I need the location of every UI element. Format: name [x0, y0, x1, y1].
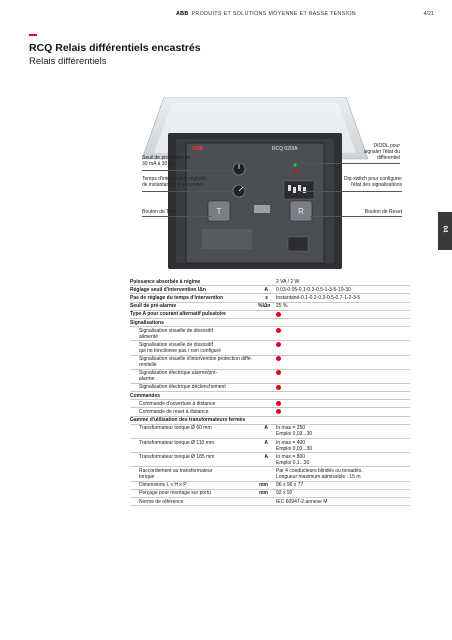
- spec-table: [130, 278, 410, 506]
- spec-row: [130, 286, 410, 294]
- spec-row: [130, 311, 410, 319]
- label-plate: [254, 205, 270, 213]
- power-led: [293, 163, 296, 166]
- feature-dot-icon: [276, 370, 281, 375]
- spec-unit: [258, 341, 272, 354]
- spec-value: 25 %: [276, 303, 288, 310]
- svg-text:T: T: [216, 207, 222, 216]
- spec-value: [272, 311, 410, 318]
- spec-label: Gamme d'utilisation des transformateurs fermés: [130, 417, 246, 424]
- device-brand: ABB: [192, 146, 203, 152]
- spec-unit: [258, 356, 272, 369]
- spec-label: Raccordement au transformateur torique: [139, 467, 213, 480]
- spec-label: Signalisation électrique déclenchement: [139, 384, 226, 391]
- spec-label: Perçage pour montage sur portu: [139, 490, 211, 497]
- spec-row: [130, 498, 410, 506]
- spec-row: [130, 356, 410, 370]
- spec-unit: %IΔn: [258, 303, 271, 310]
- spec-row: [130, 453, 410, 467]
- spec-value: 92 x 92: [276, 490, 293, 497]
- spec-value: 96 x 96 x 77: [276, 482, 304, 489]
- spec-row: [130, 327, 410, 341]
- spec-row: [130, 439, 410, 453]
- callout-dil: DIODL pour signaler l'état du différentiel: [363, 143, 400, 161]
- spec-value: IEC 60947-2 annexe M: [276, 498, 328, 505]
- spec-label: Norme de référence: [139, 498, 184, 505]
- spec-label: Signalisation visuelle de dissositif alimenté: [139, 327, 213, 340]
- spec-unit: s: [265, 294, 268, 301]
- spec-label: Signalisation visuelle de dissositif qui ne fonctionne pas / non configuré: [139, 341, 222, 354]
- spec-unit: [258, 392, 272, 399]
- spec-value: [272, 392, 410, 399]
- spec-unit: A: [264, 425, 268, 432]
- section-tab-label: 04: [441, 225, 448, 233]
- spec-value: [272, 319, 410, 326]
- spec-row: [130, 425, 410, 439]
- spec-unit: A: [264, 286, 268, 293]
- spec-value: In max = 400 Emploi 0,03...30: [276, 439, 313, 452]
- spec-label: Dimensions L x H x P: [139, 482, 187, 489]
- spec-value: [272, 327, 410, 340]
- spec-label: Seuil de pré-alarme: [130, 303, 177, 310]
- feature-dot-icon: [276, 328, 281, 333]
- leader-line: [142, 191, 234, 192]
- spec-row: [130, 417, 410, 425]
- feature-dot-icon: [276, 409, 281, 414]
- spec-value: [272, 417, 410, 424]
- spec-value: In max = 250 Emploi 0,03...30: [276, 425, 313, 438]
- spec-label: Transformateur torique Ø 60 mm: [139, 425, 212, 432]
- spec-value: [272, 408, 410, 415]
- spec-row: [130, 341, 410, 355]
- spec-unit: [258, 319, 272, 326]
- spec-label: Transformateur torique Ø 110 mm: [139, 439, 215, 446]
- spec-unit: [258, 370, 272, 383]
- spec-unit: A: [264, 439, 268, 446]
- spec-unit: [258, 467, 272, 480]
- leader-line: [300, 163, 400, 164]
- svg-text:R: R: [298, 207, 304, 216]
- page-title: RCQ Relais différentiels encastrés: [29, 42, 201, 54]
- spec-unit: [258, 327, 272, 340]
- spec-unit: mm: [259, 482, 268, 489]
- spec-row: [130, 400, 410, 408]
- spec-row: [130, 384, 410, 392]
- spec-unit: [258, 278, 272, 285]
- spec-value: [272, 356, 410, 369]
- spec-label: Commande d'ouverture à distance: [139, 400, 216, 407]
- spec-unit: [258, 408, 272, 415]
- feature-dot-icon: [276, 401, 281, 406]
- callout-reset: Bouton de Reset: [364, 209, 402, 215]
- spec-label: Type A pour courant alternatif pulsatoire: [130, 311, 226, 318]
- spec-value: [272, 370, 410, 383]
- page-number: 4/21: [423, 11, 434, 17]
- spec-value: [272, 384, 410, 391]
- spec-value: 2 VA / 2 W: [276, 278, 300, 285]
- section-tab: [438, 212, 452, 250]
- header-title-text: PRODUITS ET SOLUTIONS MOYENNE ET BASSE TENSION: [191, 11, 356, 17]
- spec-label: Réglage seuil d'intervention IΔn: [130, 286, 206, 293]
- spec-row: [130, 482, 410, 490]
- product-label: [202, 229, 252, 249]
- spec-value: In max = 800 Emploi 0,1...30: [276, 453, 310, 466]
- feature-dot-icon: [276, 356, 281, 361]
- spec-unit: [258, 384, 272, 391]
- spec-unit: [258, 417, 272, 424]
- spec-row: [130, 392, 410, 400]
- feature-dot-icon: [276, 312, 281, 317]
- spec-row: [130, 370, 410, 384]
- spec-label: Transformateur torique Ø 185 mm: [139, 453, 215, 460]
- feature-dot-icon: [276, 342, 281, 347]
- page-subtitle: Relais différentiels: [29, 56, 107, 67]
- fault-led: [293, 169, 296, 172]
- spec-row: [130, 490, 410, 498]
- spec-value: [272, 400, 410, 407]
- spec-unit: [258, 311, 272, 318]
- spec-value: Instantané-0.1-0.2-0.3-0.5-0.7-1-2-3-5: [276, 294, 361, 301]
- spec-label: Signalisations: [130, 319, 164, 326]
- callout-time: Temps d'intervention réglable de instantané à 5 secondes: [142, 176, 207, 188]
- callout-dip: Dip-switch pour configurer l'état des signalisations: [343, 176, 402, 188]
- accent-bar: [29, 34, 37, 36]
- leader-line: [310, 216, 402, 217]
- page-header: [0, 11, 452, 23]
- spec-label: Signalisation visuelle d'intervention protection diffé- rentielle: [139, 356, 253, 369]
- spec-row: [130, 467, 410, 481]
- device-model: RCQ 020/A: [272, 146, 298, 152]
- feature-dot-icon: [276, 385, 281, 390]
- callout-test: Bouton de Test: [142, 209, 176, 215]
- spec-row: [130, 303, 410, 311]
- header-title: [176, 11, 356, 17]
- callout-threshold: Seuil de protection de 30 mA à 30 A: [142, 155, 191, 167]
- leader-line: [300, 191, 402, 192]
- terminal-block: [288, 237, 308, 251]
- spec-row: [130, 408, 410, 416]
- spec-value: [272, 341, 410, 354]
- spec-label: Pas de réglage du temps d'intervention: [130, 294, 224, 301]
- spec-unit: mm: [259, 490, 268, 497]
- header-brand: ABB: [175, 11, 189, 17]
- spec-label: Puissance absorbée à régime: [130, 278, 201, 285]
- spec-label: Commande de reset à distance: [139, 409, 209, 416]
- spec-value: 0.03-0.05-0.1-0.3-0.5-1-3-5-10-30: [276, 286, 351, 293]
- spec-row: [130, 278, 410, 286]
- spec-row: [130, 319, 410, 327]
- spec-label: Commandes: [130, 392, 161, 399]
- leader-line: [142, 170, 232, 171]
- spec-value: Par 4 conducteurs blindés ou torsadés. Longueur maximum admissible : 15 m: [276, 467, 363, 480]
- spec-label: Signalisation électrique alarme/pré- alarme: [139, 370, 218, 383]
- spec-unit: A: [264, 453, 268, 460]
- leader-line: [142, 216, 212, 217]
- spec-unit: [258, 400, 272, 407]
- spec-row: [130, 294, 410, 302]
- spec-unit: [258, 498, 272, 505]
